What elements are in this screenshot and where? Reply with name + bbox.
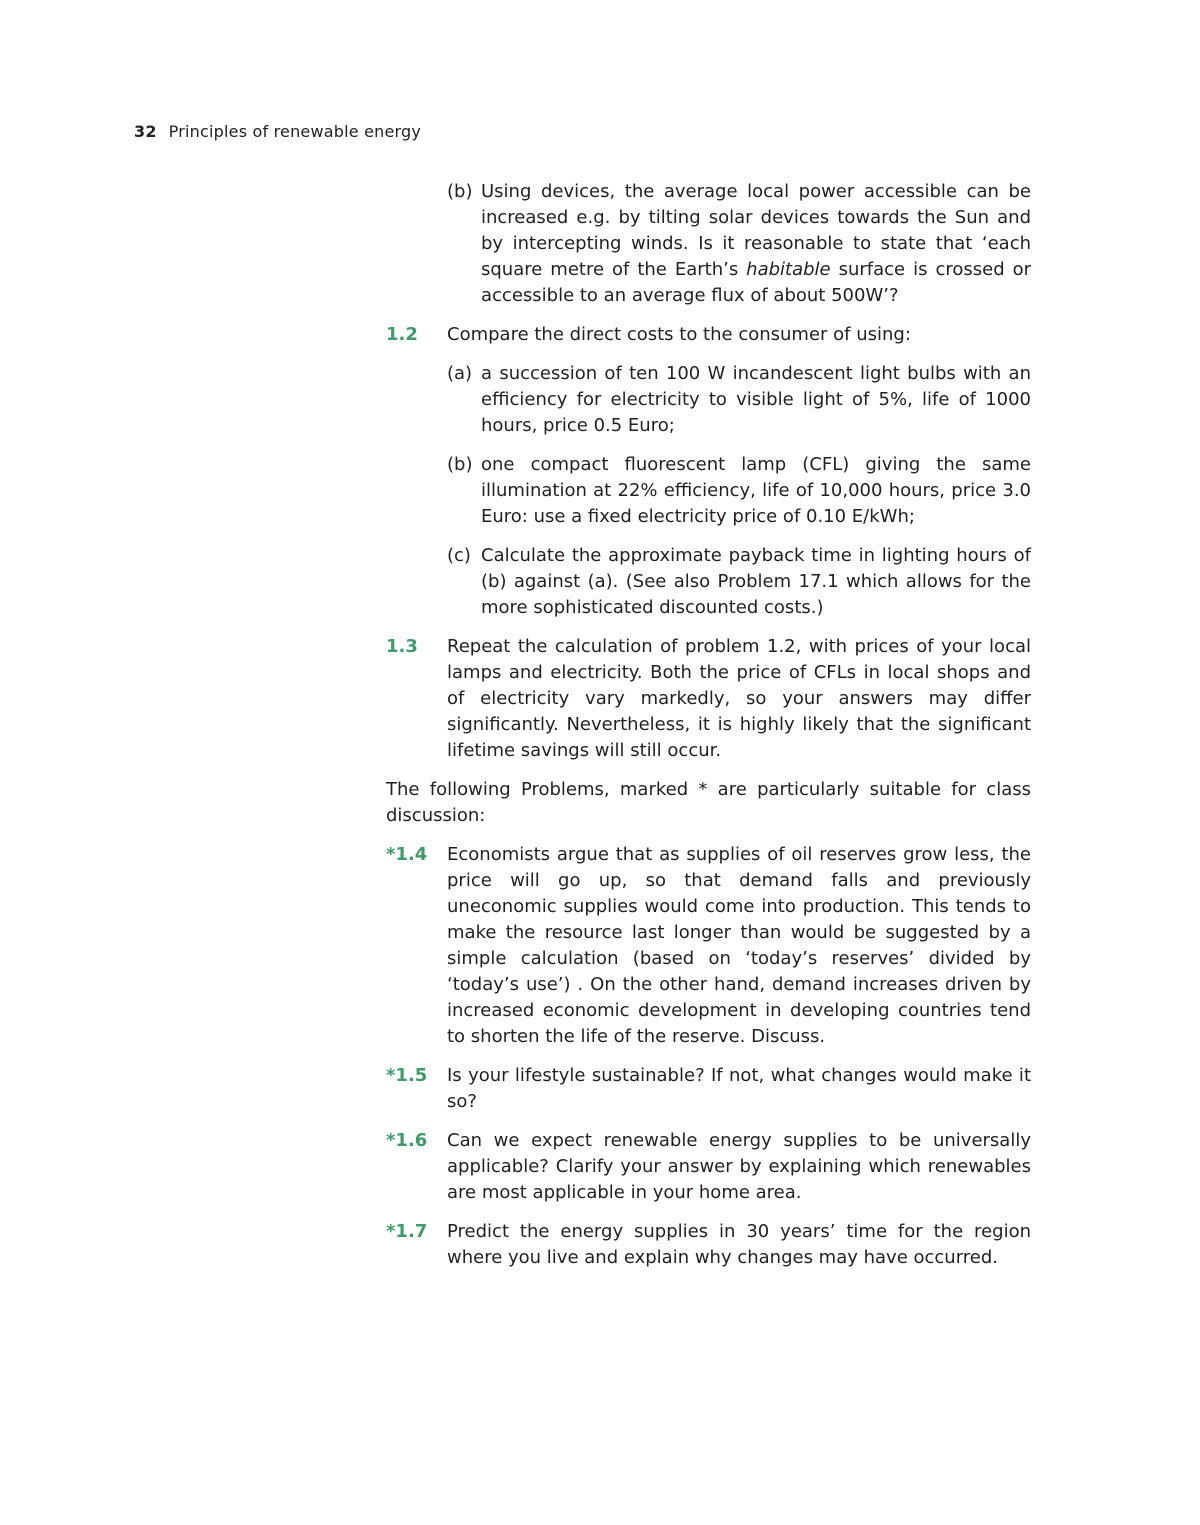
problem-number: *1.6 [386,1130,428,1151]
problem-1-3 [386,634,1031,764]
problem-1-2-part-b [447,452,1031,530]
problem-1-7 [386,1219,1031,1271]
problem-text: Repeat the calculation of problem 1.2, with prices of your local lamps and electricity. Both the price of CFLs in local shops and of electricity vary markedly, so your answers may differ significantly. Nevertheless, it is highly likely that the significant lifetime savings will still occur. [447,636,1031,761]
page-number: 32 [134,122,157,141]
part-text [481,179,1031,309]
problem-number: *1.4 [386,844,428,865]
problem-1-2 [386,322,1031,348]
problem-1-4 [386,842,1031,1050]
part-label: (b) [447,181,473,202]
problem-text: Compare the direct costs to the consumer of using: [447,324,911,345]
part-label: (c) [447,545,471,566]
part-text: a succession of ten 100 W incandescent light bulbs with an efficiency for electricity to visible light of 5%, life of 1000 hours, price 0.5 Euro; [481,363,1031,436]
part-text: Calculate the approximate payback time in lighting hours of (b) against (a). (See also Problem 17.1 which allows for the more sophisticated discounted costs.) [481,545,1031,618]
problem-text: Predict the energy supplies in 30 years’ time for the region where you live and explain why changes may have occurred. [447,1221,1031,1268]
problem-1-2-part-c [447,543,1031,621]
problem-number: *1.5 [386,1065,428,1086]
problem-1-1-part-b [447,179,1031,309]
problem-1-2-part-a [447,361,1031,439]
problem-number: 1.3 [386,636,418,657]
running-head [134,122,421,141]
problem-1-5 [386,1063,1031,1115]
page-content [386,179,1031,1284]
problem-text: Economists argue that as supplies of oil reserves grow less, the price will go up, so that demand falls and previously uneconomic supplies would come into production. This tends to make the resource last longer than would be suggested by a simple calculation (based on ‘today’s reserves’ divided by ‘today’s use’) . On the other hand, demand increases driven by increased economic development in developing countries tend to shorten the life of the reserve. Discuss. [447,844,1031,1047]
problem-text: Can we expect renewable energy supplies to be universally applicable? Clarify your answer by explaining which renewables are most applicable in your home area. [447,1130,1031,1203]
part-text-italic: habitable [746,259,831,280]
part-text: one compact fluorescent lamp (CFL) giving the same illumination at 22% efficiency, life of 10,000 hours, price 3.0 Euro: use a fixed electricity price of 0.10 E/kWh; [481,454,1031,527]
intro-paragraph: The following Problems, marked * are particularly suitable for class discussion: [386,779,1031,826]
problem-number: *1.7 [386,1221,428,1242]
problem-text: Is your lifestyle sustainable? If not, what changes would make it so? [447,1065,1031,1112]
problem-number: 1.2 [386,324,418,345]
running-title: Principles of renewable energy [168,122,422,141]
problem-1-6 [386,1128,1031,1206]
part-label: (a) [447,363,473,384]
part-text-before: Using devices, the average local power accessible can be increased e.g. by tilting solar devices towards the Sun and by intercepting winds. Is it reasonable to state that ‘each square metre of the Earth’s [481,181,1031,280]
part-text-after: surface is crossed or accessible to an average flux of about 500W’? [481,259,1031,306]
part-label: (b) [447,454,473,475]
